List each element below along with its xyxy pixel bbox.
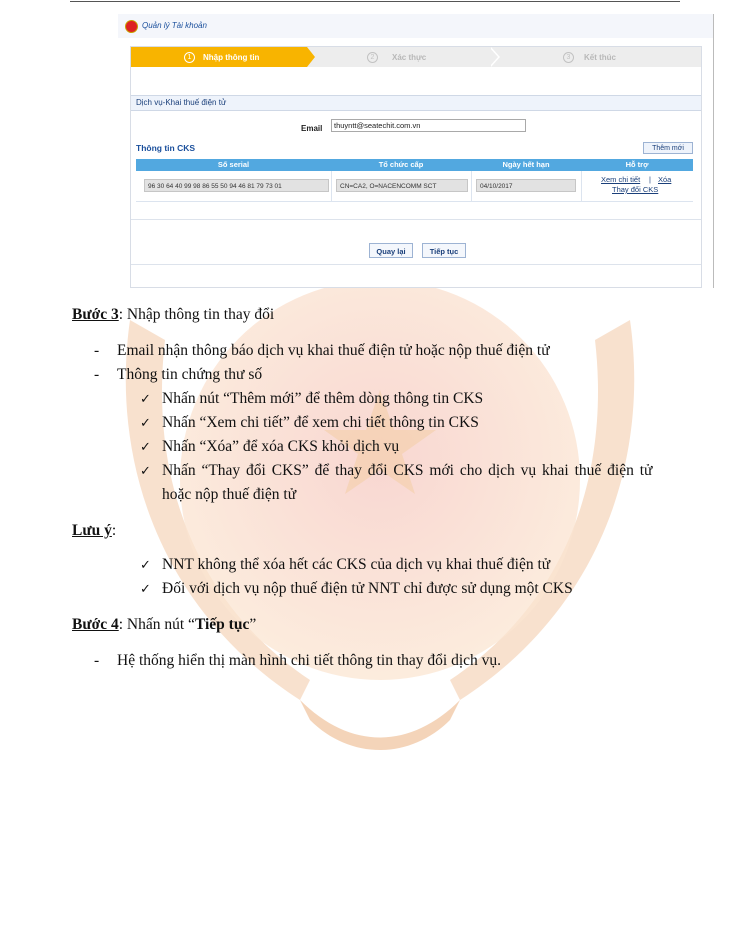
note-line — [72, 522, 116, 540]
check-item-add: Nhấn nút “Thêm mới” để thêm dòng thông tin CKS — [162, 390, 484, 407]
check-item-delete: Nhấn “Xóa” để xóa CKS khỏi dịch vụ — [162, 438, 400, 455]
bullet-dash: - — [94, 366, 100, 383]
change-cks-link[interactable]: Thay đổi CKS — [612, 185, 659, 194]
checkmark-icon: ✓ — [140, 440, 151, 455]
serial-field: 96 30 64 40 99 98 86 55 50 94 46 81 79 73 01 — [144, 179, 329, 192]
account-title: Quản lý Tài khoản — [142, 21, 207, 30]
bullet-cert-info: Thông tin chứng thư số — [117, 366, 263, 383]
note-colon: : — [111, 522, 117, 539]
check-item-detail: Nhấn “Xem chi tiết” để xem chi tiết thông tin CKS — [162, 414, 479, 431]
step4-suffix: ” — [249, 616, 257, 633]
check-item-change-cont: hoặc nộp thuế điện tử — [162, 486, 297, 503]
back-button[interactable]: Quay lại — [369, 243, 413, 258]
step3-line — [72, 306, 274, 324]
note-item-2: Đối với dịch vụ nộp thuế điện tử NNT chỉ được sử dụng một CKS — [162, 580, 573, 597]
note-label: Lưu ý — [72, 522, 112, 539]
col-support: Hỗ trợ — [625, 160, 649, 169]
checkmark-icon: ✓ — [140, 392, 151, 407]
step-label-2: Xác thực — [392, 53, 427, 62]
checkmark-icon: ✓ — [140, 416, 151, 431]
bullet-system: Hệ thống hiển thị màn hình chi tiết thông tin thay đổi dịch vụ. — [117, 652, 502, 669]
checkmark-icon: ✓ — [140, 464, 151, 479]
checkmark-icon: ✓ — [140, 582, 151, 597]
bullet-dash: - — [94, 342, 100, 359]
link-separator: | — [649, 175, 651, 184]
delete-link[interactable]: Xóa — [658, 175, 672, 184]
email-label: Email — [301, 124, 323, 133]
step-number-2: 2 — [367, 52, 378, 63]
col-serial: Số serial — [217, 160, 250, 169]
continue-button[interactable]: Tiếp tục — [422, 243, 466, 258]
step4-prefix: : Nhấn nút “ — [118, 616, 195, 633]
step3-label: Bước 3 — [72, 306, 119, 323]
step4-line — [72, 616, 256, 634]
step-number-1: 1 — [184, 52, 195, 63]
expiry-field: 04/10/2017 — [476, 179, 576, 192]
bullet-dash: - — [94, 652, 100, 669]
step4-label: Bước 4 — [72, 616, 119, 633]
step4-bold: Tiếp tục — [194, 616, 250, 633]
service-title: Dịch vụ-Khai thuế điện tử — [136, 98, 227, 107]
col-expiry: Ngày hết hạn — [502, 160, 550, 169]
cks-section-title: Thông tin CKS — [136, 143, 196, 153]
add-new-button[interactable]: Thêm mới — [643, 142, 693, 154]
issuer-field: CN=CA2, O=NACENCOMM SCT — [336, 179, 468, 192]
step-number-3: 3 — [563, 52, 574, 63]
step3-text: : Nhập thông tin thay đổi — [118, 306, 275, 323]
view-detail-link[interactable]: Xem chi tiết — [601, 175, 641, 184]
checkmark-icon: ✓ — [140, 558, 151, 573]
step-label-1: Nhập thông tin — [203, 53, 260, 62]
step-label-3: Kết thúc — [584, 53, 616, 62]
col-issuer: Tổ chức cấp — [378, 160, 424, 169]
check-item-change: Nhấn “Thay đổi CKS” để thay đổi CKS mới cho dịch vụ khai thuế điện tử — [162, 462, 653, 479]
bullet-email: Email nhận thông báo dịch vụ khai thuế điện tử hoặc nộp thuế điện tử — [117, 342, 550, 359]
note-item-1: NNT không thể xóa hết các CKS của dịch vụ khai thuế điện tử — [162, 556, 551, 573]
